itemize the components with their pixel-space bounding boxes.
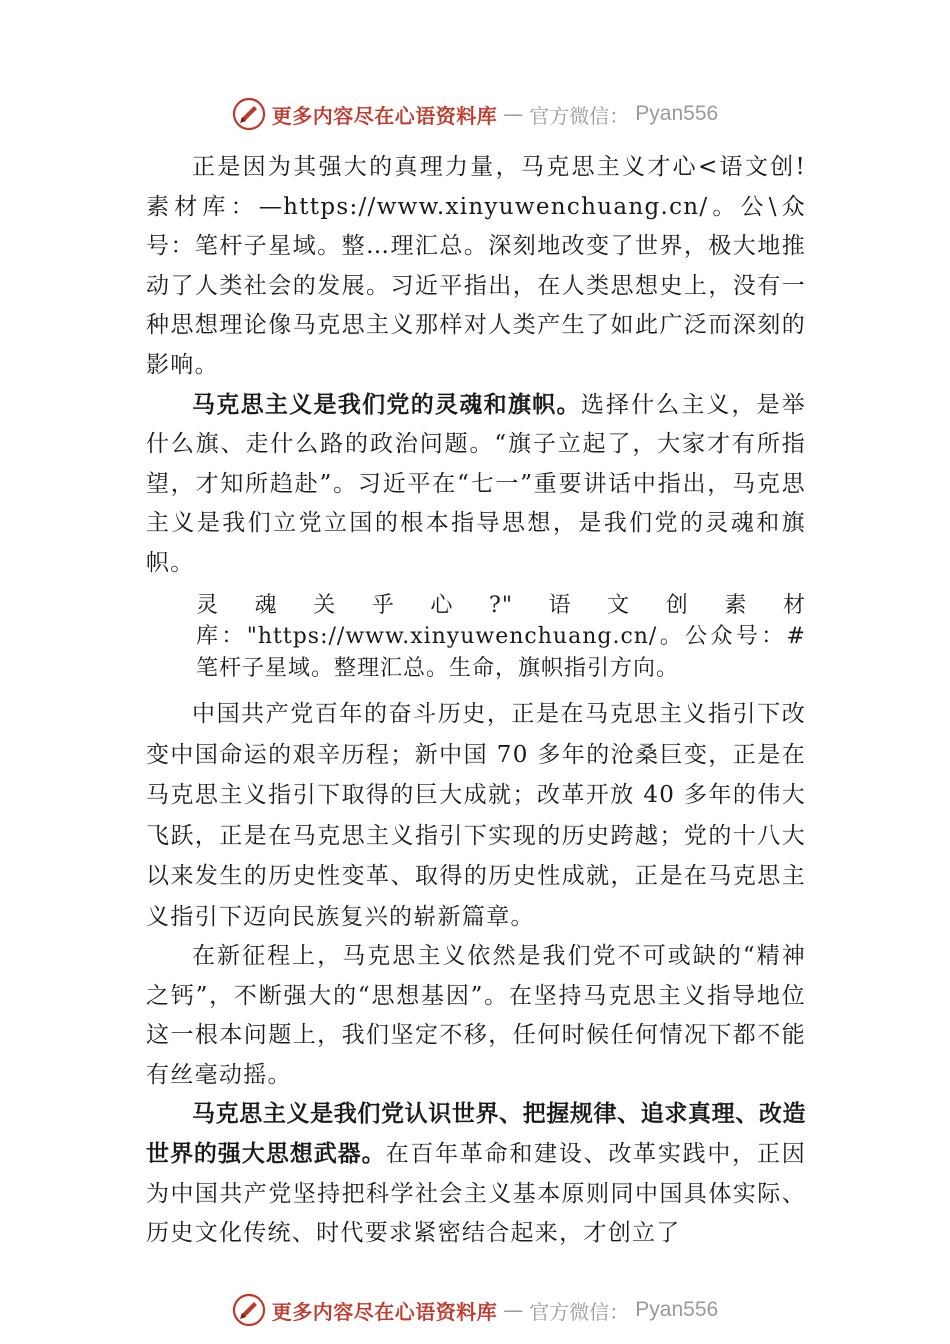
watermark-subtitle: 官方微信： xyxy=(529,1299,630,1324)
paragraph-text: 正是因为其强大的真理力量，马克思主义才心<语文创!素材库：—https://www.xinyuwenchuang.cn/。公\众号：笔杆子星域。整…理汇总。深刻地改变了世界，极大地推动了人类社会的发展。习近平指出，在人类思想史上，没有一种思想理论像马克思主义那样对人类产生了如此广泛而深刻的影响。 xyxy=(146,154,806,378)
paragraph-3 xyxy=(146,590,806,685)
paragraph-text: 在百年革命和建设、改革实践中，正因为中国共产党坚持把科学社会主义基本原则同中国具体实际、历史文化传统、时代要求紧密结合起来，才创立了 xyxy=(146,1141,806,1247)
watermark-dash: — xyxy=(503,1298,524,1322)
watermark-wechat-id: Pyan556 xyxy=(635,1298,719,1321)
watermark-title: 更多内容尽在心语资料库 xyxy=(271,1299,498,1324)
paragraph-5 xyxy=(146,937,806,1095)
paragraph-text: 选择什么主义，是举什么旗、走什么路的政治问题。“旗子立起了，大家才有所指望，才知所趋赴”。习近平在“七一”重要讲话中指出，马克思主义是我们立党立国的根本指导思想，是我们党的灵魂和旗帜。 xyxy=(146,391,807,576)
watermark-dash: — xyxy=(503,102,524,126)
header-watermark xyxy=(0,94,950,134)
paragraph-text: 中国共产党百年的奋斗历史，正是在马克思主义指引下改变中国命运的艰辛历程；新中国 70 多年的沧桑巨变，正是在马克思主义指引下取得的巨大成就；改革开放 40 多年的伟大飞跃，正是在马克思主义指引下实现的历史跨越；党的十八大以来发生的历史性变革、取得的历史性成就，正是在马克思主义指引下迈向民族复兴的崭新篇章。 xyxy=(146,701,806,930)
paragraph-6 xyxy=(146,1095,806,1253)
watermark-subtitle: 官方微信： xyxy=(529,103,630,128)
paragraph-lead: 马克思主义是我们党的灵魂和旗帜。 xyxy=(192,391,581,418)
footer-watermark xyxy=(0,1290,950,1330)
paragraph-text: 灵魂关乎心?"语文创素材库："https://www.xinyuwenchuang.cn/。公众号：#笔杆子星域。整理汇总。生命，旗帜指引方向。 xyxy=(196,592,806,681)
paragraph-2 xyxy=(146,386,806,584)
watermark-title: 更多内容尽在心语资料库 xyxy=(271,103,498,128)
paragraph-text: 在新征程上，马克思主义依然是我们党不可或缺的“精神之钙”，不断强大的“思想基因”。在坚持马克思主义指导地位这一根本问题上，我们坚定不移，任何时候任何情况下都不能有丝毫动摇。 xyxy=(146,943,806,1088)
watermark-wechat-id: Pyan556 xyxy=(635,102,719,125)
document-body xyxy=(146,148,806,1254)
paragraph-lead: 马克思主义是我们党认识世界、把握规律、追求真理、改造世界的强大思想武器。 xyxy=(146,1101,806,1167)
logo-icon xyxy=(232,1293,266,1327)
paragraph-4 xyxy=(146,694,806,937)
logo-icon xyxy=(232,97,266,131)
paragraph-1 xyxy=(146,148,806,386)
